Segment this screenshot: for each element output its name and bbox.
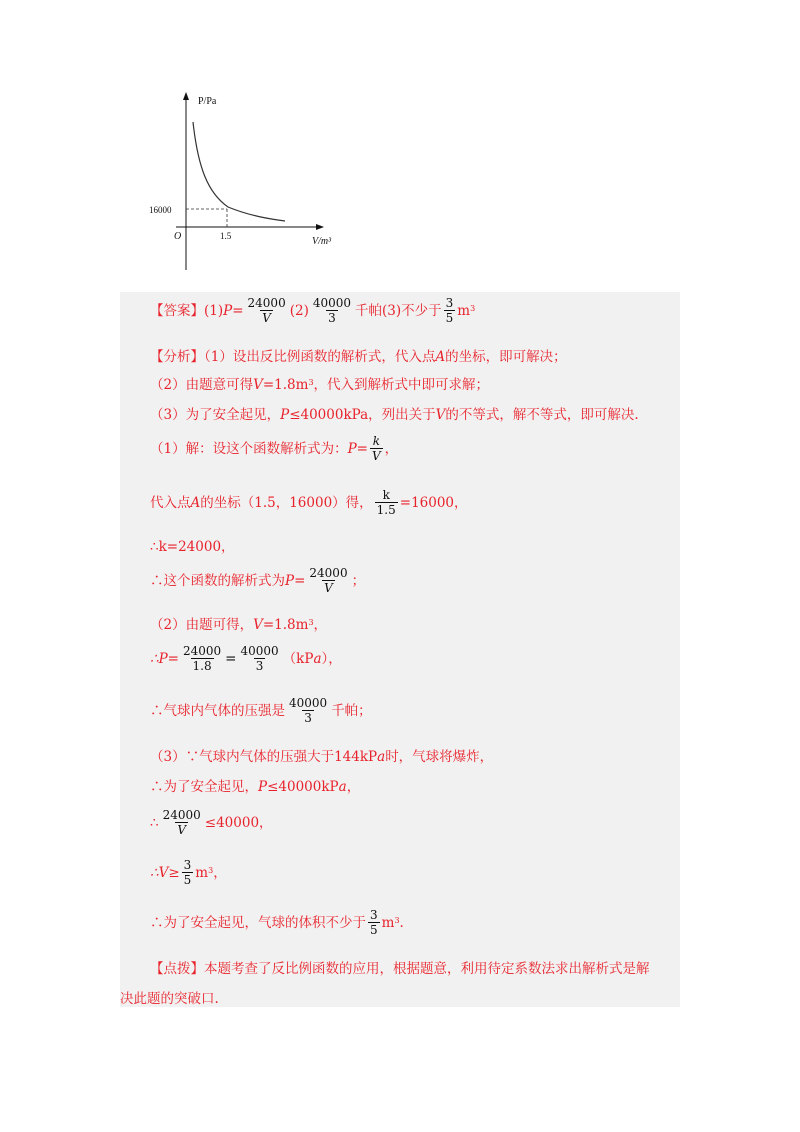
solution-step-2: 代入点 A 的坐标（1.5，16000）得， $\frac{k}{1.5}$ =16000， xyxy=(150,488,468,517)
answer-line: 【答案】(1) P= $\frac{24000}{V}$ (2) $\frac{40000}{3}$ 千帕(3)不少于 $\frac{3}{5}$ m $^3$ xyxy=(150,296,476,325)
solution-step-10: ∴ $\frac{24000}{V}$ ≤40000， xyxy=(150,808,273,837)
solution-step-7: ∴气球内气体的压强是 $\frac{40000}{3}$ 千帕； xyxy=(150,696,372,725)
comment-line-2: 决此题的突破口. xyxy=(120,991,219,1007)
solution-step-1: （1）解：设这个函数解析式为： P= $\frac{k}{V}$ ， xyxy=(150,434,399,463)
comment-line-1: 【点拨】本题考查了反比例函数的应用，根据题意，利用待定系数法求出解析式是解 xyxy=(150,961,650,977)
analysis-line-1: 【分析】（1）设出反比例函数的解析式，代入点 A 的坐标，即可解决； xyxy=(150,349,567,365)
origin-label: O xyxy=(174,231,182,242)
solution-step-4: ∴这个函数的解析式为 P= $\frac{24000}{V}$ ； xyxy=(150,566,366,595)
analysis-line-2: （2）由题意可得 V =1.8m $^3$ ，代入到解析式中即可求解； xyxy=(150,377,490,393)
analysis-line-3: （3）为了安全起见， P ≤40000kPa，列出关于 V 的不等式，解不等式，即可解决. xyxy=(150,407,639,423)
y-tick-label: 16000 xyxy=(149,205,172,215)
inverse-proportion-graph xyxy=(140,88,360,278)
solution-step-3: ∴k=24000， xyxy=(150,539,235,555)
x-tick-label: 1.5 xyxy=(220,231,232,241)
solution-step-5: （2）由题可得， V =1.8m $^3$ ， xyxy=(150,617,328,633)
hyperbola-curve xyxy=(193,122,285,221)
solution-step-8: （3）∵气球内气体的压强大于144kP a 时，气球将爆炸， xyxy=(150,749,494,765)
x-axis-label: V/m³ xyxy=(312,236,332,247)
solution-step-9: ∴为了安全起见， P ≤40000kP a ， xyxy=(150,779,361,795)
x-axis-arrow xyxy=(316,224,324,230)
solution-step-12: ∴为了安全起见，气球的体积不少于 $\frac{3}{5}$ m $^3$ . xyxy=(150,908,404,937)
solution-step-11: ∴V≥ $\frac{3}{5}$ m $^3$ ， xyxy=(150,858,227,887)
solution-step-6: ∴P= $\frac{24000}{1.8}$ = $\frac{40000}{3}$ （kP a ）， xyxy=(150,644,342,673)
y-axis-label: P/Pa xyxy=(198,96,217,107)
y-axis-arrow xyxy=(183,92,189,100)
